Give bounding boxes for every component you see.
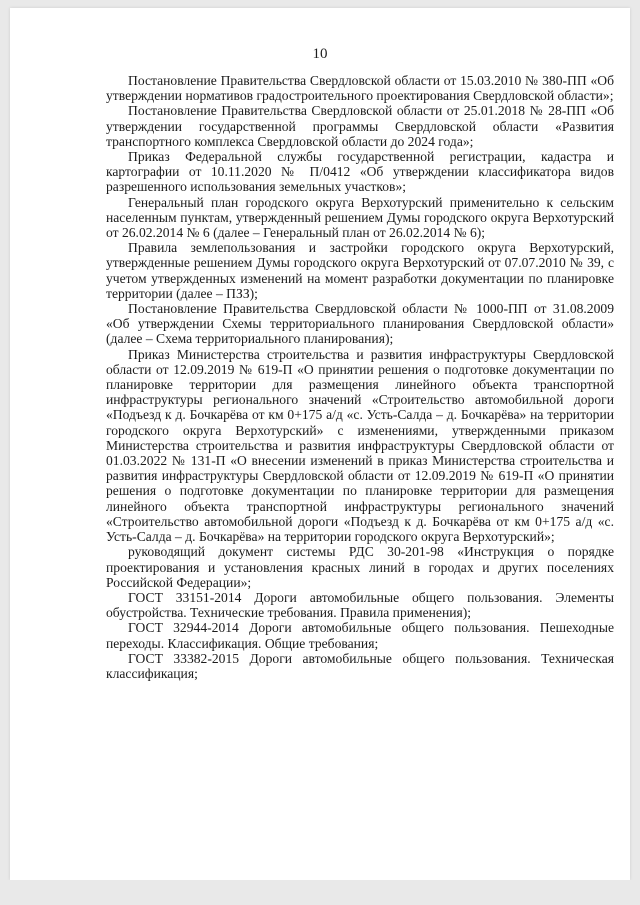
document-body: [106, 73, 614, 681]
paragraph: Генеральный план городского округа Верхотурский применительно к сельским населенным пунктам, утвержденный решением Думы городского округа Верхотурский от 26.02.2014 № 6 (далее – Генеральный план от 26.02.2014 № 6);: [106, 194, 614, 241]
paragraph: Постановление Правительства Свердловской области от 15.03.2010 № 380-ПП «Об утверждении нормативов градостроительного проектирования Свердловской области»;: [106, 73, 614, 104]
document-page: [10, 8, 630, 880]
paragraph: Приказ Министерства строительства и развития инфраструктуры Свердловской области от 12.09.2019 № 619-П «О принятии решения о подготовке документации по планировке территории для размещения линейного объекта транспортной инфраструктуры регионального значений «Строительство автомобильной дороги «Подъезд к д. Бочкарёва от км 0+175 а/д «с. Усть-Салда – д. Бочкарёва» на территории городского округа Верхотурский» с изменениями, утвержденными приказом Министерства строительства и развития инфраструктуры Свердловской области от 01.03.2022 № 131-П «О внесении изменений в приказ Министерства строительства и развития инфраструктуры Свердловской области от 12.09.2019 № 619-П «О принятии решения о подготовке документации по планировке территории для размещения линейного объекта транспортной инфраструктуры регионального значений «Строительство автомобильной дороги «Подъезд к д. Бочкарёва от км 0+175 а/д «с. Усть-Салда – д. Бочкарёва» на территории городского округа Верхотурский»;: [106, 346, 614, 545]
paragraph: Приказ Федеральной службы государственной регистрации, кадастра и картографии от 10.11.2020 № П/0412 «Об утверждении классификатора видов разрешенного использования земельных участков»;: [106, 149, 614, 195]
page-number: 10: [312, 46, 328, 62]
paragraph: Правила землепользования и застройки городского округа Верхотурский, утвержденные решением Думы городского округа Верхотурский от 07.07.2010 № 39, с учетом утвержденных изменений на момент разработки документации по планировке территории (далее – ПЗЗ);: [106, 240, 614, 301]
paragraph: руководящий документ системы РДС 30-201-98 «Инструкция о порядке проектирования и установления красных линий в городах и других поселениях Российской Федерации»;: [106, 544, 614, 590]
paragraph: ГОСТ 33151-2014 Дороги автомобильные общего пользования. Элементы обустройства. Технические требования. Правила применения);: [106, 589, 614, 621]
paragraph: ГОСТ 32944-2014 Дороги автомобильные общего пользования. Пешеходные переходы. Классификация. Общие требования;: [106, 620, 614, 651]
paragraph: Постановление Правительства Свердловской области от 25.01.2018 № 28-ПП «Об утверждении государственной программы Свердловской области «Развития транспортного комплекса Свердловской области до 2024 года»;: [106, 103, 614, 149]
page-bottom-margin: [0, 880, 640, 905]
paragraph: ГОСТ 33382-2015 Дороги автомобильные общего пользования. Техническая классификация;: [106, 650, 614, 681]
paragraph: Постановление Правительства Свердловской области № 1000-ПП от 31.08.2009 «Об утверждении Схемы территориального планирования Свердловской области» (далее – Схема территориального планирования);: [106, 301, 614, 347]
